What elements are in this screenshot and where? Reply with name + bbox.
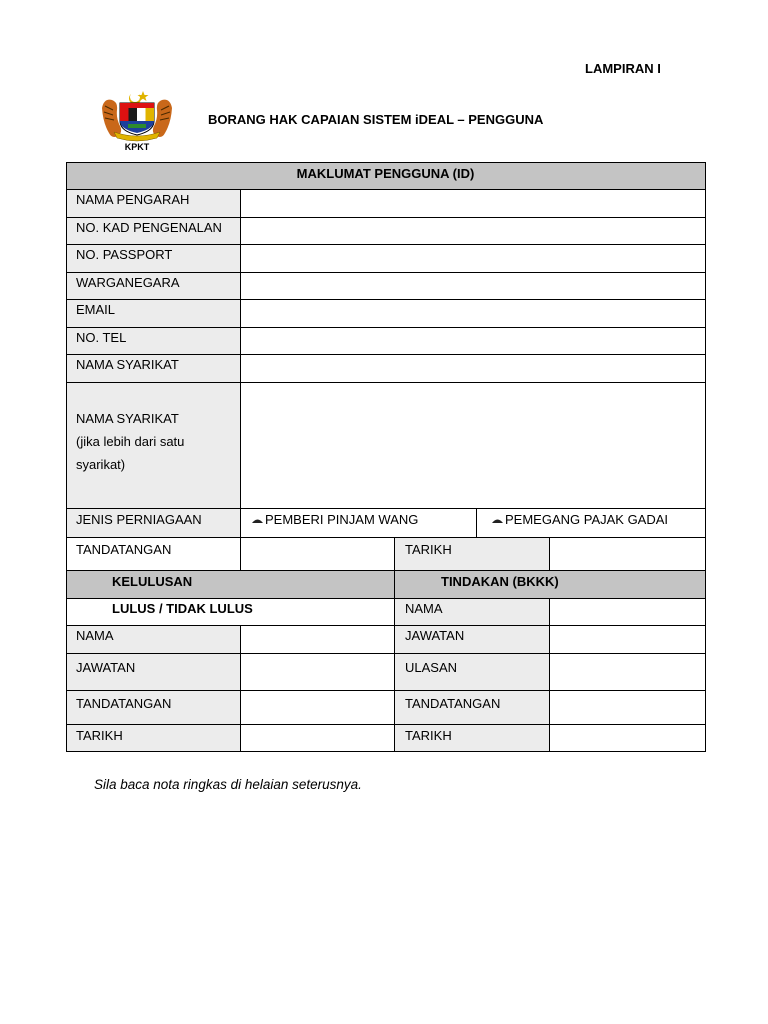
no-kad-pengenalan-field[interactable] — [241, 218, 705, 244]
tindakan-label-nama: NAMA — [405, 601, 443, 616]
label-tarikh: TARIKH — [405, 542, 452, 557]
no-passport-field[interactable] — [241, 245, 705, 272]
label-nama-syarikat-note-2: syarikat) — [76, 457, 126, 472]
coat-of-arms-logo — [98, 88, 176, 154]
label-tandatangan: TANDATANGAN — [76, 542, 172, 557]
tindakan-label-tarikh: TARIKH — [405, 728, 452, 743]
checkbox-icon — [252, 517, 263, 523]
kelulusan-label-tandatangan: TANDATANGAN — [76, 696, 172, 711]
email-field[interactable] — [241, 300, 705, 327]
tindakan-label-tandatangan: TANDATANGAN — [405, 696, 501, 711]
lulus-tidak-lulus[interactable]: LULUS / TIDAK LULUS — [112, 601, 253, 616]
label-no-tel: NO. TEL — [76, 330, 127, 345]
tandatangan-field[interactable] — [241, 538, 394, 570]
form-title: BORANG HAK CAPAIAN SISTEM iDEAL – PENGGUNA — [208, 112, 544, 127]
tindakan-tarikh-field[interactable] — [550, 725, 705, 751]
tarikh-field[interactable] — [550, 538, 705, 570]
kelulusan-nama-field[interactable] — [241, 626, 394, 653]
option-2-label: PEMEGANG PAJAK GADAI — [505, 512, 669, 527]
kelulusan-tarikh-field[interactable] — [241, 725, 394, 751]
tindakan-label-ulasan: ULASAN — [405, 660, 458, 675]
label-nama-syarikat-multi: NAMA SYARIKAT — [76, 411, 179, 426]
kelulusan-jawatan-field[interactable] — [241, 654, 394, 690]
kelulusan-header: KELULUSAN — [112, 574, 193, 589]
kelulusan-label-tarikh: TARIKH — [76, 728, 123, 743]
label-no-passport: NO. PASSPORT — [76, 247, 173, 262]
tindakan-tandatangan-field[interactable] — [550, 691, 705, 724]
option-pemegang-pajak-gadai[interactable] — [492, 512, 668, 528]
checkbox-icon — [492, 517, 503, 523]
tindakan-label-jawatan: JAWATAN — [405, 628, 465, 643]
label-email: EMAIL — [76, 302, 116, 317]
tindakan-ulasan-field[interactable] — [550, 654, 705, 690]
label-no-kad-pengenalan: NO. KAD PENGENALAN — [76, 220, 222, 235]
option-pemberi-pinjam-wang[interactable] — [252, 512, 418, 528]
section-header: MAKLUMAT PENGGUNA (ID) — [296, 166, 475, 181]
label-nama-syarikat: NAMA SYARIKAT — [76, 357, 179, 372]
kelulusan-label-jawatan: JAWATAN — [76, 660, 136, 675]
logo-text: KPKT — [124, 142, 150, 152]
nama-syarikat-multi-field[interactable] — [241, 383, 705, 508]
label-warganegara: WARGANEGARA — [76, 275, 180, 290]
kelulusan-tandatangan-field[interactable] — [241, 691, 394, 724]
label-nama-syarikat-note: (jika lebih dari satu — [76, 434, 185, 449]
tindakan-header: TINDAKAN (BKKK) — [441, 574, 559, 589]
attachment-label: LAMPIRAN I — [585, 61, 661, 76]
label-jenis-perniagaan: JENIS PERNIAGAAN — [76, 512, 202, 527]
footer-note: Sila baca nota ringkas di helaian seterusnya. — [94, 777, 362, 792]
nama-pengarah-field[interactable] — [241, 190, 705, 217]
warganegara-field[interactable] — [241, 273, 705, 299]
tindakan-nama-field[interactable] — [550, 599, 705, 625]
option-1-label: PEMBERI PINJAM WANG — [265, 512, 419, 527]
label-nama-pengarah: NAMA PENGARAH — [76, 192, 190, 207]
nama-syarikat-field[interactable] — [241, 355, 705, 382]
kelulusan-label-nama: NAMA — [76, 628, 114, 643]
no-tel-field[interactable] — [241, 328, 705, 354]
tindakan-jawatan-field[interactable] — [550, 626, 705, 653]
